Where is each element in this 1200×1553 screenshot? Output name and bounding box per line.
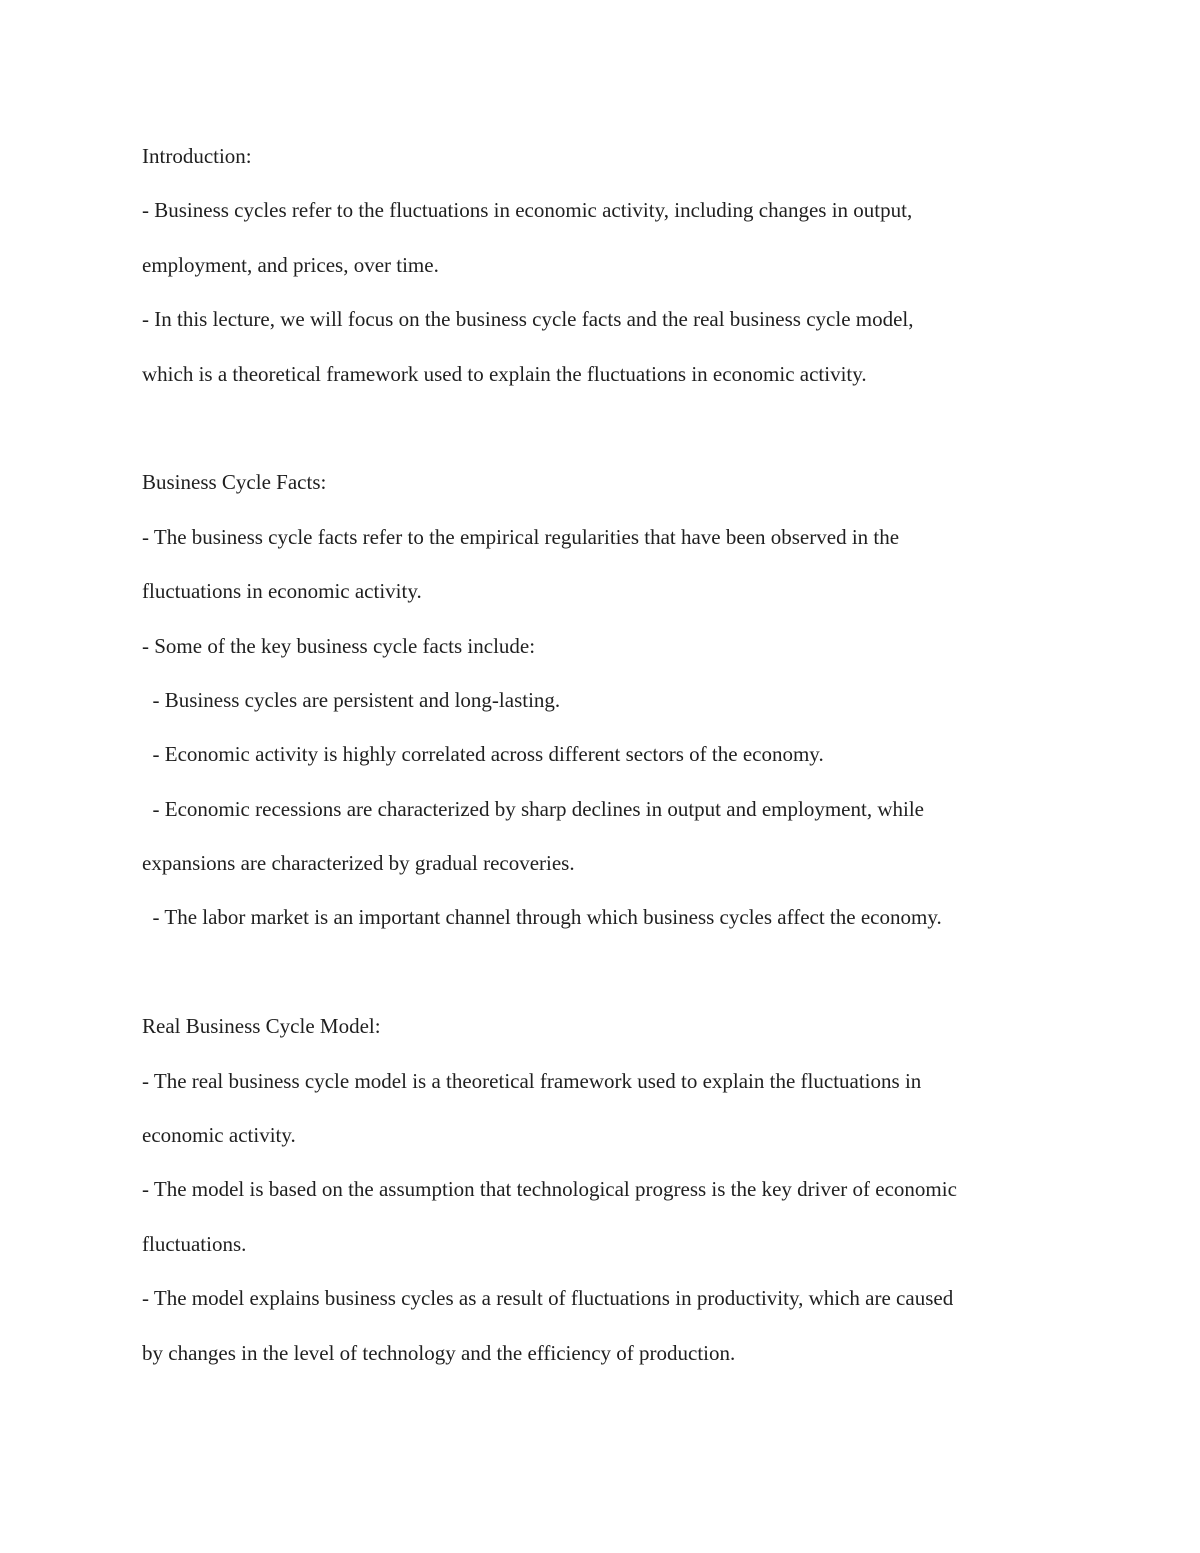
text-line: fluctuations in economic activity. xyxy=(142,579,422,604)
text-line: - Some of the key business cycle facts include: xyxy=(142,633,536,658)
text-line: fluctuations. xyxy=(142,1231,247,1256)
text-line: - The model is based on the assumption that technological progress is the key driver of economic xyxy=(142,1177,957,1202)
text-line: economic activity. xyxy=(142,1123,296,1148)
text-line: - Business cycles refer to the fluctuations in economic activity, including changes in output, xyxy=(142,198,913,223)
text-line: - The real business cycle model is a theoretical framework used to explain the fluctuations in xyxy=(142,1068,922,1093)
paragraph-spacer xyxy=(142,401,1072,455)
text-line: expansions are characterized by gradual recoveries. xyxy=(142,851,575,876)
text-line: - The business cycle facts refer to the empirical regularities that have been observed in the xyxy=(142,524,900,549)
list-item: - Business cycles are persistent and long-lasting. xyxy=(142,687,561,712)
section-heading-business-cycle-facts: Business Cycle Facts: xyxy=(142,470,327,495)
section-heading-real-business-cycle-model: Real Business Cycle Model: xyxy=(142,1014,381,1039)
text-line: - In this lecture, we will focus on the business cycle facts and the real business cycle model, xyxy=(142,307,914,332)
section-real-business-cycle-model xyxy=(142,999,1072,1380)
section-introduction xyxy=(142,129,1072,401)
text-line: by changes in the level of technology and the efficiency of production. xyxy=(142,1340,736,1365)
list-item: - The labor market is an important channel through which business cycles affect the economy. xyxy=(142,905,942,930)
paragraph-spacer xyxy=(142,945,1072,999)
list-item: - Economic recessions are characterized by sharp declines in output and employment, while xyxy=(142,796,924,821)
text-line: employment, and prices, over time. xyxy=(142,252,439,277)
text-line: - The model explains business cycles as a result of fluctuations in productivity, which are caused xyxy=(142,1286,954,1311)
document-body xyxy=(142,129,1072,1380)
section-business-cycle-facts xyxy=(142,455,1072,945)
list-item: - Economic activity is highly correlated across different sectors of the economy. xyxy=(142,742,824,767)
text-line: which is a theoretical framework used to explain the fluctuations in economic activity. xyxy=(142,361,867,386)
section-heading-introduction: Introduction: xyxy=(142,144,252,168)
